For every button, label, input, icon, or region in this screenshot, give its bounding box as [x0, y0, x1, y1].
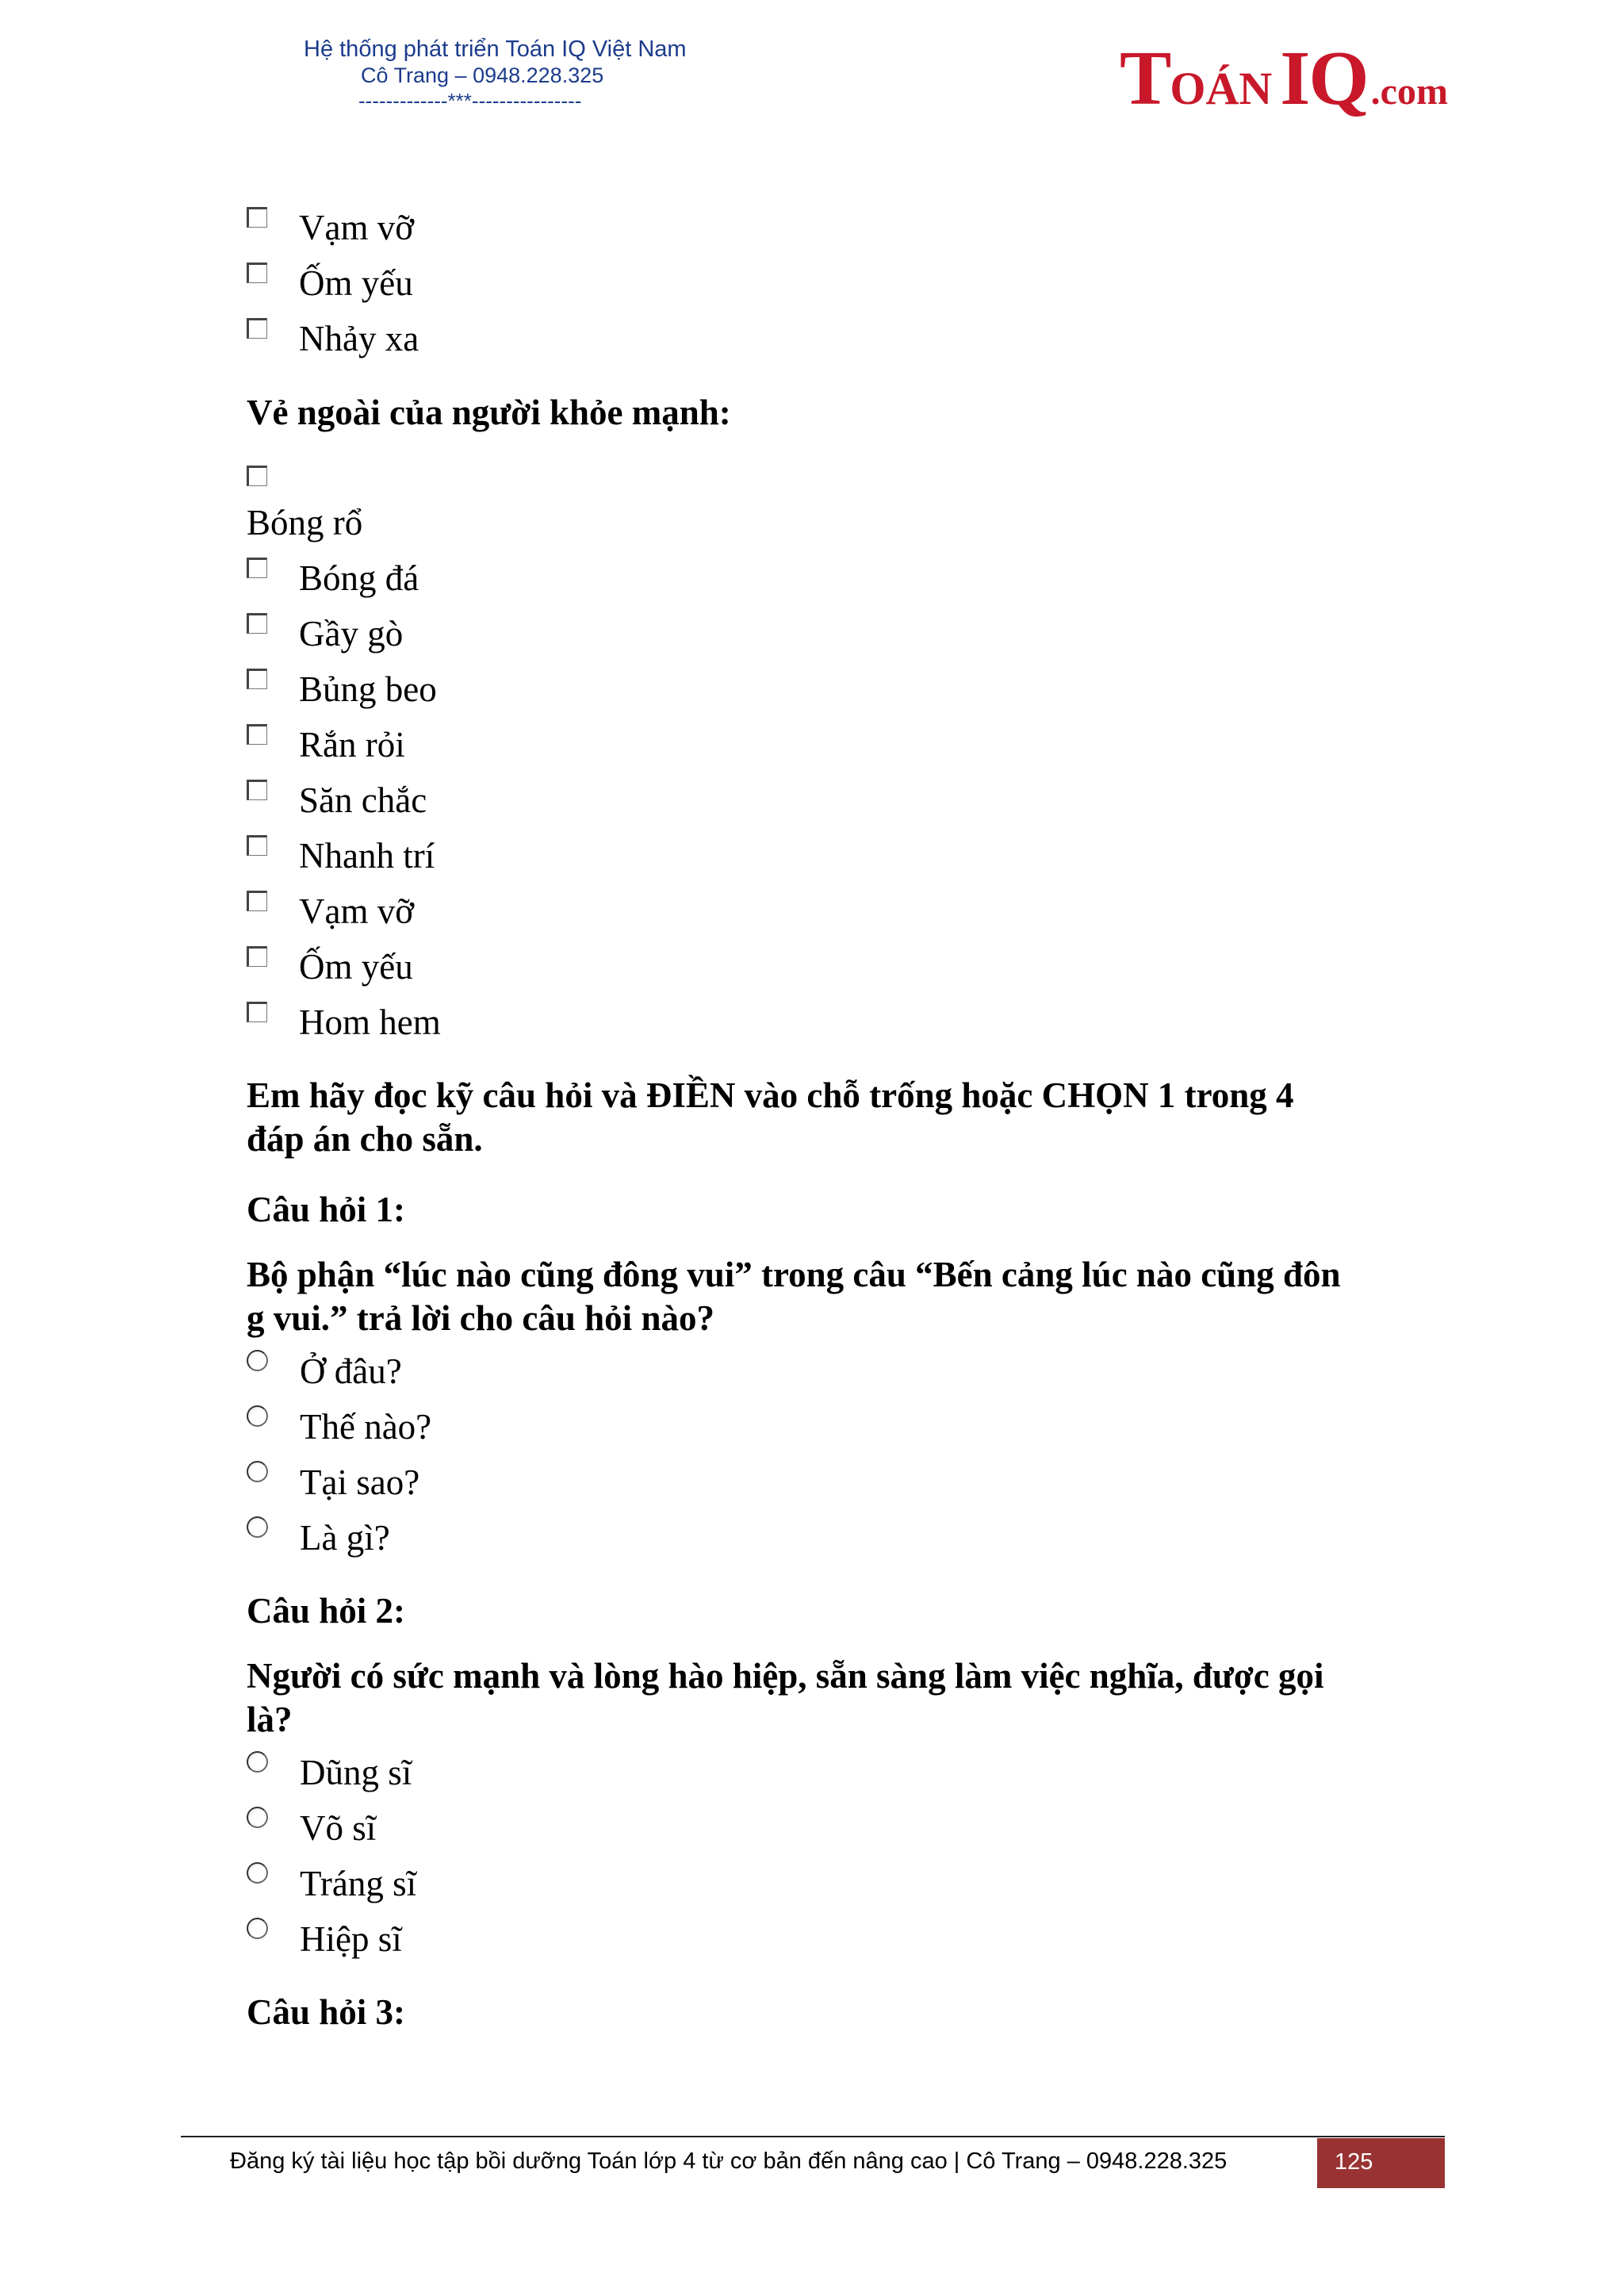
option-label: Nhảy xa — [299, 319, 419, 358]
footer-text: Đăng ký tài liệu học tập bồi dưỡng Toán lớp 4 từ cơ bản đến nâng cao | Cô Trang – 0948.228.325 — [230, 2148, 1228, 2174]
option-label: Nhanh trí — [299, 836, 435, 876]
checkbox-option[interactable] — [247, 321, 419, 357]
question-text: là? — [247, 1700, 293, 1739]
radio-option[interactable] — [247, 1351, 402, 1391]
option-label: Vạm vỡ — [299, 891, 415, 931]
option-label: Săn chắc — [299, 780, 427, 820]
checkbox-icon[interactable] — [247, 669, 267, 689]
checkbox-icon[interactable] — [247, 724, 267, 745]
option-label: Tại sao? — [300, 1462, 420, 1502]
checkbox-icon[interactable] — [247, 318, 267, 339]
checkbox-icon[interactable] — [247, 466, 267, 486]
option-label: Rắn rỏi — [299, 725, 405, 765]
option-label: Là gì? — [300, 1518, 390, 1558]
page-number: 125 — [1335, 2149, 1373, 2175]
checkbox-option[interactable] — [247, 780, 427, 820]
checkbox-icon[interactable] — [247, 613, 267, 634]
radio-icon[interactable] — [247, 1918, 268, 1939]
checkbox-option[interactable] — [247, 838, 435, 874]
checkbox-option[interactable] — [247, 616, 403, 652]
option-label: Bủng beo — [299, 669, 437, 709]
logo: TOÁN IQ.com — [1120, 36, 1448, 121]
option-label: Ốm yếu — [299, 947, 413, 987]
section-title: Vẻ ngoài của người khỏe mạnh: — [247, 393, 731, 432]
question-label: Câu hỏi 3: — [247, 1992, 406, 2032]
radio-icon[interactable] — [247, 1807, 268, 1828]
question-label: Câu hỏi 2: — [247, 1591, 406, 1631]
option-label: Hiệp sĩ — [300, 1919, 402, 1959]
radio-option[interactable] — [247, 1866, 416, 1902]
footer-divider — [181, 2136, 1445, 2137]
option-label: Ở đâu? — [300, 1351, 402, 1391]
header-title: Hệ thống phát triển Toán IQ Việt Nam — [304, 36, 687, 62]
checkbox-option[interactable] — [247, 669, 437, 709]
radio-icon[interactable] — [247, 1461, 268, 1482]
checkbox-icon[interactable] — [247, 835, 267, 856]
radio-option[interactable] — [247, 1755, 412, 1791]
question-text: Người có sức mạnh và lòng hào hiệp, sẵn sàng làm việc nghĩa, được gọi — [247, 1656, 1324, 1696]
checkbox-icon[interactable] — [247, 263, 267, 283]
radio-option[interactable] — [247, 1808, 377, 1848]
option-label: Gầy gò — [299, 614, 404, 654]
checkbox-option[interactable] — [247, 558, 419, 598]
checkbox-icon[interactable] — [247, 891, 267, 911]
option-label: Ốm yếu — [299, 263, 413, 303]
radio-option[interactable] — [247, 1462, 420, 1502]
radio-icon[interactable] — [247, 1751, 268, 1773]
question-text: Bộ phận “lúc nào cũng đông vui” trong câu “Bến cảng lúc nào cũng đôn — [247, 1255, 1341, 1294]
option-label: Tráng sĩ — [300, 1864, 417, 1903]
checkbox-option[interactable] — [247, 727, 405, 763]
checkbox-option[interactable] — [247, 891, 415, 931]
header-divider: -------------***---------------- — [358, 89, 582, 113]
radio-icon[interactable] — [247, 1350, 268, 1371]
checkbox-icon[interactable] — [247, 1002, 267, 1022]
option-label: Bóng rổ — [247, 503, 363, 542]
question-text: g vui.” trả lời cho câu hỏi nào? — [247, 1298, 714, 1338]
checkbox-option[interactable] — [247, 263, 413, 303]
header-contact: Cô Trang – 0948.228.325 — [361, 63, 604, 87]
radio-option[interactable] — [247, 1520, 390, 1556]
checkbox-option[interactable] — [247, 1002, 441, 1042]
option-label: Vạm vỡ — [299, 208, 415, 247]
checkbox-option[interactable] — [247, 210, 414, 246]
radio-option[interactable] — [247, 1409, 431, 1445]
radio-option[interactable] — [247, 1919, 402, 1959]
option-label: Thế nào? — [300, 1407, 432, 1447]
checkbox-icon[interactable] — [247, 946, 267, 967]
option-label: Võ sĩ — [300, 1808, 377, 1848]
option-label: Hom hem — [299, 1002, 441, 1042]
question-label: Câu hỏi 1: — [247, 1190, 406, 1229]
instruction-line: đáp án cho sẵn. — [247, 1119, 483, 1159]
page-number-box — [1317, 2138, 1445, 2188]
radio-icon[interactable] — [247, 1405, 268, 1427]
checkbox-icon[interactable] — [247, 780, 267, 800]
radio-icon[interactable] — [247, 1862, 268, 1884]
option-label: Dũng sĩ — [300, 1753, 412, 1792]
instruction-line: Em hãy đọc kỹ câu hỏi và ĐIỀN vào chỗ trống hoặc CHỌN 1 trong 4 — [247, 1075, 1294, 1115]
checkbox-icon[interactable] — [247, 558, 267, 578]
checkbox-option[interactable] — [247, 949, 413, 985]
radio-icon[interactable] — [247, 1516, 268, 1538]
option-label: Bóng đá — [299, 558, 419, 598]
checkbox-icon[interactable] — [247, 207, 267, 228]
